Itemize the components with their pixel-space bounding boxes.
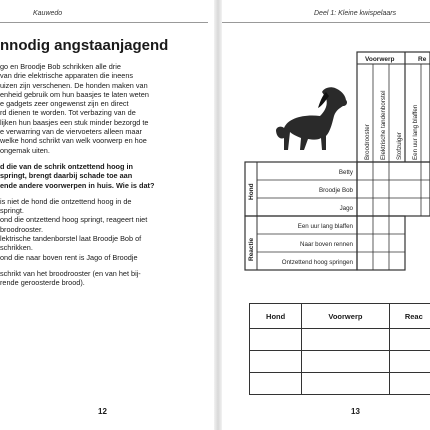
col-broodrooster: Broodrooster bbox=[364, 124, 371, 160]
text-line: is niet de hond die ontzettend hoog in de bbox=[0, 196, 132, 206]
left-header: Kauwedo bbox=[33, 10, 63, 17]
answer-cell[interactable] bbox=[302, 329, 389, 351]
answer-table bbox=[249, 303, 430, 395]
left-page bbox=[0, 0, 214, 430]
left-header-rule bbox=[0, 22, 208, 23]
right-page bbox=[222, 0, 430, 430]
row-ontzettend-hoog: Ontzettend hoog springen bbox=[281, 259, 353, 266]
logic-grid bbox=[222, 0, 430, 300]
text-line: d die van de schrik ontzettend hoog in bbox=[0, 161, 133, 171]
text-line: schrikt van het broodrooster (en van het bij- bbox=[0, 268, 141, 278]
col-tandenborstel: Elektrische tandenborstel bbox=[380, 90, 387, 160]
text-line: ond die ontzettend hoog springt, reageert niet bbox=[0, 215, 148, 225]
answer-col-hond: Hond bbox=[250, 304, 302, 329]
row-jago: Jago bbox=[339, 205, 353, 212]
answer-col-voorwerp: Voorwerp bbox=[302, 304, 389, 329]
text-line: welke hond schrikt van welk voorwerp en hoe bbox=[0, 136, 147, 146]
answer-cell[interactable] bbox=[302, 373, 389, 395]
cell-block-bottom bbox=[357, 216, 405, 270]
text-line: rd dienen te worden. Tot verbazing van de bbox=[0, 108, 136, 118]
paragraph-gap bbox=[0, 262, 214, 269]
answer-cell[interactable] bbox=[389, 373, 430, 395]
puzzle-text bbox=[0, 62, 214, 288]
voorwerp-label: Voorwerp bbox=[365, 56, 395, 63]
text-line: ende andere voorwerpen in huis. Wie is dat? bbox=[0, 180, 155, 190]
answer-row bbox=[250, 329, 430, 351]
paragraph-gap bbox=[0, 190, 214, 197]
dog-icon bbox=[276, 87, 347, 150]
text-line: e verwarring van de viervoeters alleen maar bbox=[0, 127, 142, 137]
book-gutter bbox=[214, 0, 222, 430]
answer-row bbox=[250, 373, 430, 395]
text-line: broodrooster. bbox=[0, 224, 43, 234]
text-line: uizen zijn verschenen. De honden maken van bbox=[0, 80, 148, 90]
hond-label: Hond bbox=[248, 183, 255, 200]
text-line: enheid gebruik om hun baasjes te laten weten bbox=[0, 89, 149, 99]
answer-cell[interactable] bbox=[389, 351, 430, 373]
row-broodje-bob: Broodje Bob bbox=[318, 187, 353, 194]
answer-row bbox=[250, 351, 430, 373]
answer-cell[interactable] bbox=[250, 351, 302, 373]
cell-block-top bbox=[357, 162, 430, 216]
puzzle-title: nnodig angstaanjagend bbox=[0, 37, 169, 54]
text-line: e gadgets zeer ongewenst zijn en direct bbox=[0, 99, 129, 109]
text-line: ond die naar boven rent is Jago of Broodje bbox=[0, 252, 138, 262]
text-line: schrikken. bbox=[0, 243, 33, 253]
reactie-label: Reactie bbox=[248, 237, 255, 261]
answer-cell[interactable] bbox=[250, 329, 302, 351]
left-page-number: 12 bbox=[98, 407, 107, 416]
row-een-uur-blaffen: Een uur lang blaffen bbox=[297, 223, 353, 230]
reactie-label-cut: Re bbox=[418, 56, 427, 63]
text-line: ongemak uiten. bbox=[0, 145, 50, 155]
paragraph-gap bbox=[0, 155, 214, 162]
answer-col-reactie: Reac bbox=[389, 304, 430, 329]
right-header: Deel 1: Kleine kwispelaars bbox=[314, 10, 397, 17]
text-line: lijken hun baasjes een stuk minder bezorgd te bbox=[0, 117, 149, 127]
row-naar-boven-rennen: Naar boven rennen bbox=[300, 241, 353, 248]
answer-cell[interactable] bbox=[302, 351, 389, 373]
text-line: go en Broodje Bob schrikken alle drie bbox=[0, 62, 121, 71]
text-line: lektrische tandenborstel laat Broodje Bob of bbox=[0, 234, 142, 244]
text-line: van drie elektrische apparaten die ineens bbox=[0, 71, 134, 81]
col-een-uur-blaffen: Een uur lang blaffen bbox=[412, 104, 419, 160]
text-line: springt, brengt daarbij schade toe aan bbox=[0, 171, 133, 181]
answer-cell[interactable] bbox=[250, 373, 302, 395]
right-page-number: 13 bbox=[351, 407, 360, 416]
row-betty: Betty bbox=[338, 169, 353, 176]
text-line: rende geroosterde brood). bbox=[0, 278, 85, 288]
col-stofzuiger: Stofzuiger bbox=[396, 132, 403, 160]
text-line: springt. bbox=[0, 206, 24, 216]
answer-cell[interactable] bbox=[389, 329, 430, 351]
